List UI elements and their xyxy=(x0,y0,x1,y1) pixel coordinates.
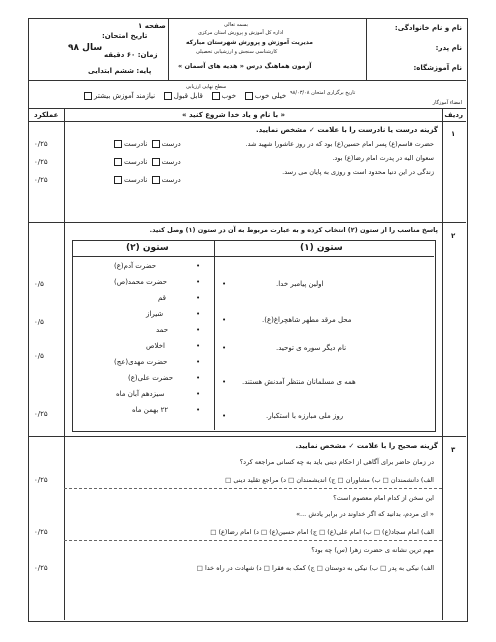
q3-options-2[interactable]: الف) امام سجاد(ع) □ ب) امام علی(ع) □ ج) امام حسین(ع) □ د) امام رضا(ع) □ xyxy=(210,528,434,536)
q3-score-1: ۰/۲۵ xyxy=(34,476,48,484)
q2-bullet[interactable]: • xyxy=(196,390,201,398)
q2-col1-item: اولین پیامبر خدا. xyxy=(276,280,324,288)
q2-bullet[interactable]: • xyxy=(222,280,227,288)
rating-options xyxy=(82,92,286,100)
rating-needs-training: نیازمند آموزش بیشتر xyxy=(82,92,155,100)
q2-bullet[interactable]: • xyxy=(196,310,201,318)
q2-bullet[interactable]: • xyxy=(196,374,201,382)
q2-instruction: پاسخ مناسب را از ستون (۲) انتخاب کرده و به عبارت مربوط به آن در ستون (۱) وصل کنید. xyxy=(149,226,438,234)
q2-bullet[interactable]: • xyxy=(222,344,227,352)
q2-bullet[interactable]: • xyxy=(196,326,201,334)
page-number: صفحه ۱ xyxy=(138,22,166,30)
q2-col1-item: نام دیگر سوره ی توحید. xyxy=(276,344,347,352)
q2-bullet[interactable]: • xyxy=(196,358,201,366)
start-notice: « با نام و یاد خدا شروع کنید » xyxy=(182,111,286,119)
q3-options-1[interactable]: الف) دانشمندان □ ب) مشاوران □ ج) اندیشمندان □ د) مراجع تقلید دینی □ xyxy=(225,476,434,484)
q2-col2-item: حضرت محمد(ص) xyxy=(114,278,167,286)
q3-options-3[interactable]: الف) نیکی به پدر □ ب) نیکی به دوستان □ ج) کمک به فقرا □ د) شهادت در راه خدا □ xyxy=(196,564,434,572)
q3-instruction: گزینه صحیح را با علامت ✓ مشخص نمایید. xyxy=(295,442,438,450)
q3-score-3: ۰/۲۵ xyxy=(34,564,48,572)
q2-bullet[interactable]: • xyxy=(196,294,201,302)
school-name-label: نام آموزشگاه: xyxy=(413,64,462,72)
rating-acceptable-checkbox[interactable] xyxy=(164,92,172,100)
ministry-seal xyxy=(236,20,246,28)
q2-bullet[interactable]: • xyxy=(196,278,201,286)
q2-col1-item: محل مرقد مطهر شاهچراغ(ع). xyxy=(262,316,352,324)
q2-col2-item: حمد xyxy=(156,326,169,334)
q2-bullet[interactable]: • xyxy=(196,262,201,270)
q2-col2-item: اخلاص xyxy=(146,342,165,350)
q1-item-1-true-checkbox[interactable] xyxy=(152,140,160,148)
year-label: سال ۹۸ xyxy=(68,43,103,53)
exam-date-label: تاریخ امتحان: xyxy=(102,32,148,40)
ministry-department: کارشناسی سنجش و ارزشیابی تحصیلی xyxy=(196,49,278,55)
q3-number: ۳ xyxy=(451,446,456,454)
rating-acceptable: قابل قبول xyxy=(162,92,203,100)
q1-item-3-false-checkbox[interactable] xyxy=(114,176,122,184)
ministry-city: مدیریت آموزش و پرورش شهرستان مبارکه xyxy=(186,39,313,46)
bismillah: بسمه تعالی xyxy=(224,22,249,28)
q3-score-2: ۰/۲۵ xyxy=(34,528,48,536)
q2-score-2: ۰/۵ xyxy=(34,318,44,326)
q1-item-2-true-checkbox[interactable] xyxy=(152,158,160,166)
row-column-header: ردیف xyxy=(444,111,463,119)
q2-col1-title: ستون (۱) xyxy=(300,243,343,253)
q2-score-1: ۰/۵ xyxy=(34,280,44,288)
exam-sheet xyxy=(28,18,468,622)
q2-col1-item: روز ملی مبارزه با استکبار. xyxy=(266,412,344,420)
exam-title: آزمون هماهنگ درس « هدیه های آسمان » xyxy=(178,62,312,70)
q2-col2-item: سیزدهم آبان ماه xyxy=(116,390,165,398)
q1-number: ۱ xyxy=(451,130,456,138)
q2-bullet[interactable]: • xyxy=(222,316,227,324)
q1-item-3: زندگی در این دنیا محدود است و روزی به پایان می رسد. xyxy=(282,168,434,176)
q1-score-1: ۰/۲۵ xyxy=(34,140,48,148)
q1-item-1-false-checkbox[interactable] xyxy=(114,140,122,148)
q2-col2-item: شیراز xyxy=(146,310,164,318)
q2-col2-title: ستون (۲) xyxy=(126,243,169,253)
q2-score-3: ۰/۵ xyxy=(34,352,44,360)
q2-col2-item: حضرت آدم(ع) xyxy=(114,262,157,270)
q2-col2-item: ۲۲ بهمن ماه xyxy=(132,406,169,414)
q3-question-1: در زمان حاضر برای آگاهی از احکام دینی باید به چه کسانی مراجعه کرد؟ xyxy=(239,458,434,466)
rating-needs-training-checkbox[interactable] xyxy=(84,92,92,100)
q1-item-3-answers: درست نادرست xyxy=(112,176,181,184)
q3-question-2: این سخن از کدام امام معصوم است؟ xyxy=(333,494,434,502)
grade-label: پایه: ششم ابتدایی xyxy=(88,67,152,75)
date-stamp: تاریخ برگزاری امتحان ۹۸/۰۳/۰۸ xyxy=(290,90,356,96)
q1-score-3: ۰/۲۵ xyxy=(34,176,48,184)
q2-col1-item: همه ی مسلمانان منتظر آمدنش هستند. xyxy=(242,378,356,386)
student-name-label: نام و نام خانوادگی: xyxy=(394,24,462,32)
q2-bullet[interactable]: • xyxy=(196,342,201,350)
q1-item-2: سعوان الیه در پدرت امام رضا(ع) بود. xyxy=(332,154,434,162)
teacher-signature-label: امضاء آموزگار xyxy=(432,100,462,106)
q2-col2-item: حضرت علی(ع) xyxy=(128,374,174,382)
rating-very-good: خیلی خوب xyxy=(243,92,286,100)
q1-item-1: حضرت قاسم(ع) پسر امام حسین(ع) بود که در روز عاشورا شهید شد. xyxy=(245,140,434,148)
rating-good-checkbox[interactable] xyxy=(212,92,220,100)
q1-instruction: گزینه درست یا نادرست را با علامت ✓ مشخص نمایید. xyxy=(255,126,438,134)
rating-very-good-checkbox[interactable] xyxy=(245,92,253,100)
q2-score-4: ۰/۲۵ xyxy=(34,410,48,418)
father-name-label: نام پدر: xyxy=(435,44,462,52)
q1-item-2-answers: درست نادرست xyxy=(112,158,181,166)
q2-bullet[interactable]: • xyxy=(222,412,227,420)
q1-score-2: ۰/۲۵ xyxy=(34,158,48,166)
q1-item-3-true-checkbox[interactable] xyxy=(152,176,160,184)
q3-question-3: مهم ترین نشانه ی حضرت زهرا (س) چه بود؟ xyxy=(311,546,434,554)
q3-quote-2: « ای مردم، بدانید که اگر خداوند در برابر یادش ...» xyxy=(296,510,434,518)
q1-item-2-false-checkbox[interactable] xyxy=(114,158,122,166)
rating-good: خوب xyxy=(210,92,237,100)
q1-item-1-answers: درست نادرست xyxy=(112,140,181,148)
q2-col2-item: حضرت مهدی(عج) xyxy=(114,358,168,366)
q2-bullet[interactable]: • xyxy=(222,378,227,386)
duration-label: زمان: ۶۰ دقیقه xyxy=(104,51,158,59)
ministry-province: اداره کل آموزش و پرورش استان مرکزی xyxy=(198,30,284,36)
q2-col2-item: قم xyxy=(158,294,167,302)
score-column-header: عملکرد xyxy=(34,111,59,119)
rating-caption: سطح نهایی ارزیابی xyxy=(186,84,227,90)
q2-bullet[interactable]: • xyxy=(196,406,201,414)
q2-number: ۲ xyxy=(451,232,456,240)
